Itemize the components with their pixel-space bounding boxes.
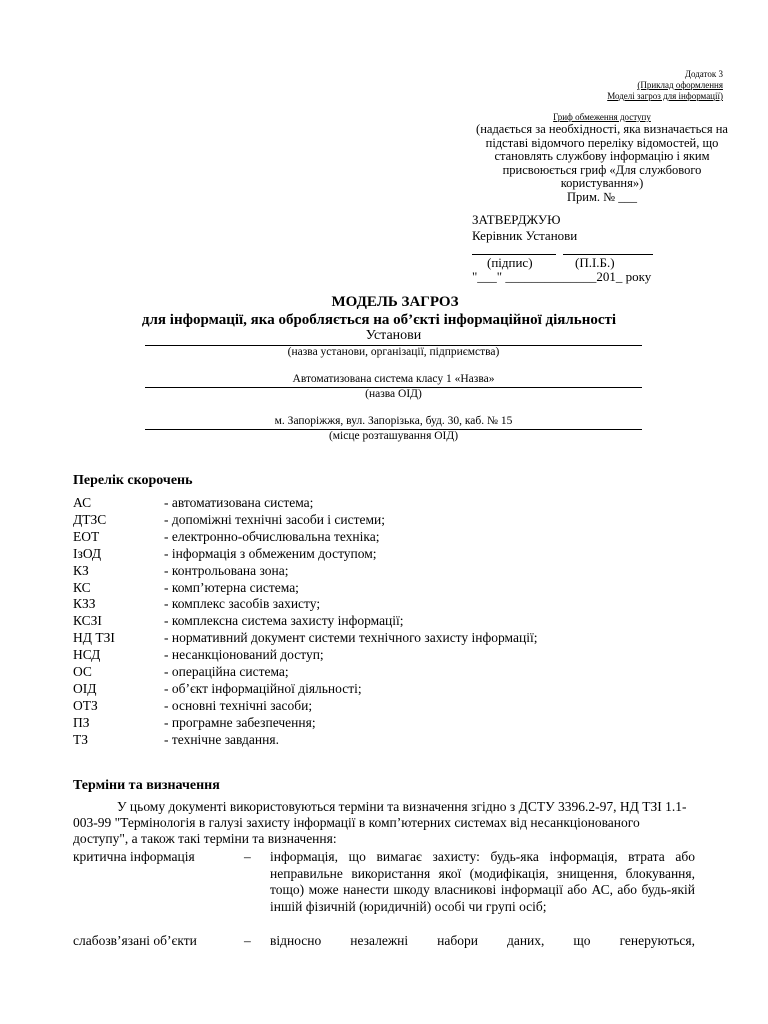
copy-number: Прим. № ___ [567,189,637,204]
document-title: МОДЕЛЬ ЗАГРОЗ [331,294,459,310]
abbreviation-row [73,664,537,681]
term-definition: відносно незалежні набори даних, що генеруються, [270,933,695,948]
abbreviation-row [73,580,537,597]
abbreviation-row [73,596,537,613]
abbreviations-list [73,495,537,749]
abbreviation-description: - основні технічні засоби; [164,697,313,713]
system-caption: (назва ОІД) [365,388,422,400]
abbreviation-row [73,647,537,664]
abbreviation-term: ОІД [73,680,97,696]
signature-label: (підпис) [487,255,533,270]
abbreviation-description: - комп’ютерна система; [164,579,299,595]
abbreviation-term: ОС [73,664,92,680]
term-name: критична інформація [73,849,195,864]
access-restriction-block [462,111,742,204]
abbreviation-description: - технічне завдання. [164,731,279,747]
abbreviation-term: ТЗ [73,731,89,747]
approval-date-line: "___" ______________201_ року [472,269,652,284]
term-name: слабозв’язані об’єкти [73,933,197,948]
abbreviation-description: - контрольована зона; [164,562,289,578]
abbreviation-row [73,681,537,698]
abbreviation-term: КСЗІ [73,613,102,629]
abbreviation-row [73,529,537,546]
abbreviation-description: - програмне забезпечення; [164,714,316,730]
abbreviation-term: ІзОД [73,545,102,561]
term-entry [73,849,695,933]
addendum-example-note: (Приклад оформлення [637,80,723,90]
document-subtitle: для інформації, яка обробляється на об’єкті інформаційної діяльності [141,312,617,328]
abbreviation-description: - операційна система; [164,664,289,680]
abbreviation-term: ДТЗС [73,511,107,527]
abbreviation-row [73,732,537,749]
abbreviation-description: - об’єкт інформаційної діяльності; [164,680,362,696]
access-restriction-note: (надається за необхідності, яка визначається на підставі відомчого переліку відомостей, що становлять службову інформацію і яким присвоюється гриф «Для службового користування») [476,122,728,190]
access-restriction-heading: Гриф обмеження доступу [553,112,651,122]
system-value: Автоматизована система класу 1 «Назва» [292,373,495,385]
term-entry [73,933,695,953]
abbreviation-row [73,715,537,732]
addendum-number: Додаток 3 [684,69,723,79]
abbreviation-row [73,546,537,563]
term-dash: – [244,933,251,948]
terms-heading: Терміни та визначення [73,778,220,793]
abbreviation-row [73,512,537,529]
abbreviation-term: ПЗ [73,714,90,730]
organization-value: Установи [365,328,422,343]
abbreviation-term: ОТЗ [73,697,98,713]
abbreviation-description: - нормативний документ системи технічного захисту інформації; [164,630,538,646]
term-dash: – [244,849,251,864]
abbreviation-description: - електронно-обчислювальна техніка; [164,528,380,544]
abbreviation-description: - інформація з обмеженим доступом; [164,545,377,561]
abbreviation-term: КС [73,579,91,595]
organization-caption: (назва установи, організації, підприємства) [287,346,500,358]
abbreviation-description: - автоматизована система; [164,495,314,510]
approval-position: Керівник Установи [472,228,578,243]
addendum-model-note: Моделі загроз для інформації) [607,91,723,101]
abbreviation-row [73,630,537,647]
abbreviation-row [73,495,537,512]
abbreviations-heading: Перелік скорочень [73,473,193,488]
abbreviation-row [73,698,537,715]
location-value: м. Запоріжжя, вул. Запорізька, буд. 30, каб. № 15 [274,415,513,427]
terms-intro: У цьому документі використовуються терміни та визначення згідно з ДСТУ 3396.2-97, НД ТЗІ 1.1-003-99 "Термінологія в галузі захисту інформації в комп’ютерних системах від несанкціонованого доступу", а також такі терміни та визначення: [73,799,687,846]
location-caption: (місце розташування ОІД) [328,430,459,442]
abbreviation-term: ЕОТ [73,528,100,544]
abbreviation-term: АС [73,495,92,510]
abbreviation-term: НД ТЗІ [73,630,115,646]
term-definition: інформація, що вимагає захисту: будь-яка інформація, втрата або неправильне використання якої (модифікація, знищення, блокування, тощо) може нанести шкоду власникові інформації або АС, або будь-якій іншій фізичній (юридичній) особі чи групі осіб; [270,849,695,914]
abbreviation-term: КЗ [73,562,89,578]
abbreviation-row [73,563,537,580]
abbreviation-description: - допоміжні технічні засоби і системи; [164,511,386,527]
abbreviation-term: НСД [73,647,101,663]
abbreviation-row [73,613,537,630]
abbreviation-description: - несанкціонований доступ; [164,647,324,663]
addendum-block [607,69,723,102]
abbreviation-description: - комплексна система захисту інформації; [164,613,404,629]
abbreviation-description: - комплекс засобів захисту; [164,596,321,612]
approval-word: ЗАТВЕРДЖУЮ [472,212,561,227]
abbreviation-term: КЗЗ [73,596,96,612]
name-label: (П.І.Б.) [575,255,615,270]
